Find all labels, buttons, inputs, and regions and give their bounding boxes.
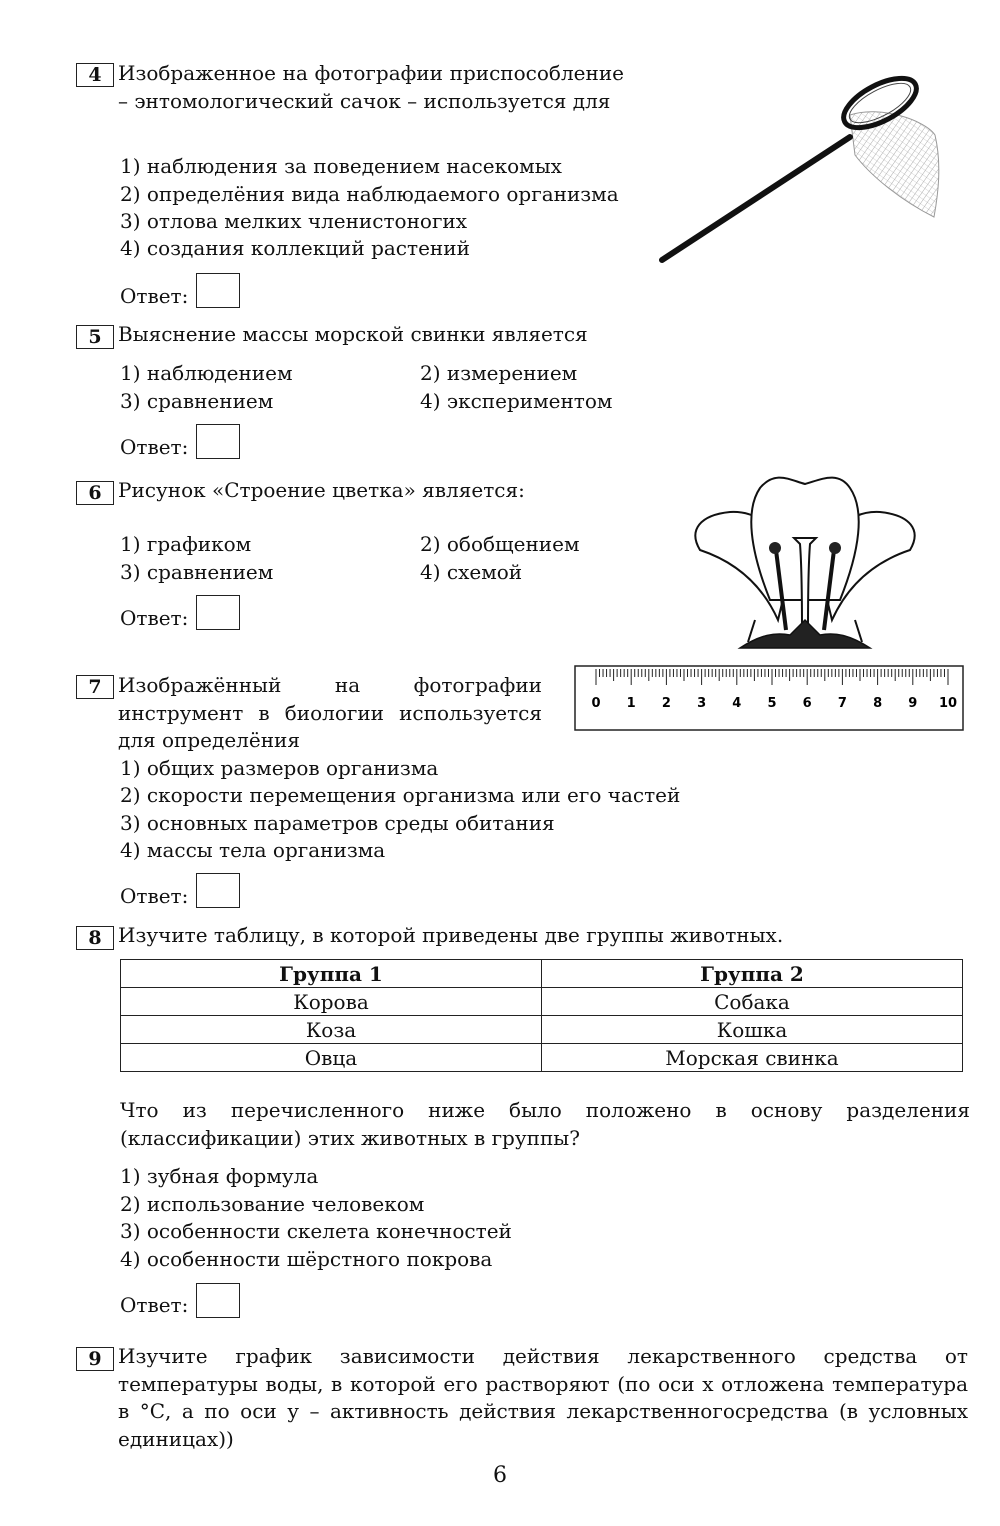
table-cell: Корова — [121, 988, 542, 1016]
question-9-text: Изучите график зависимости действия лекарственного средства от температуры воды, в которой его растворяют (по оси x отложена температура в °С, а по оси у – активность действия лекарственногосредства (в условных единицах)) — [118, 1344, 968, 1451]
ruler-label-5: 5 — [767, 696, 777, 711]
ruler-label-6: 6 — [802, 696, 812, 711]
ruler-label-7: 7 — [837, 696, 847, 711]
answer-box-7[interactable] — [196, 873, 240, 908]
answer-box-4[interactable] — [196, 273, 240, 308]
question-8-prompt: Что из перечисленного ниже было положено в основу разделения (классификации) этих животных в группы? — [120, 1098, 970, 1150]
table-cell: Коза — [121, 1016, 542, 1044]
table-header-group-2: Группа 2 — [542, 960, 963, 988]
answer-label-7: Ответ: — [120, 884, 189, 908]
ruler-label-4: 4 — [732, 696, 742, 711]
table-row — [121, 1044, 963, 1072]
question-6-option-2: 2) обобщением — [420, 532, 580, 556]
table-header-group-1: Группа 1 — [121, 960, 542, 988]
question-7-option-3: 3) основных параметров среды обитания — [120, 811, 555, 835]
answer-box-8[interactable] — [196, 1283, 240, 1318]
ruler-label-1: 1 — [626, 696, 636, 711]
ruler-label-9: 9 — [908, 696, 918, 711]
question-4-option-4: 4) создания коллекций растений — [120, 236, 470, 260]
question-number-9: 9 — [76, 1347, 114, 1371]
question-5-option-2: 2) измерением — [420, 361, 578, 385]
question-4-option-3: 3) отлова мелких членистоногих — [120, 209, 468, 233]
question-8-option-4: 4) особенности шёрстного покрова — [120, 1247, 493, 1271]
answer-label-4: Ответ: — [120, 284, 189, 308]
question-5-text: Выяснение массы морской свинки является — [118, 322, 588, 346]
question-6-option-3: 3) сравнением — [120, 560, 274, 584]
ruler-label-2: 2 — [661, 696, 671, 711]
question-5-option-1: 1) наблюдением — [120, 361, 293, 385]
table-cell: Морская свинка — [542, 1044, 963, 1072]
question-8-text: Изучите таблицу, в которой приведены две группы животных. — [118, 923, 784, 947]
question-5-option-4: 4) экспериментом — [420, 389, 613, 413]
question-4-option-2: 2) определёния вида наблюдаемого организма — [120, 182, 619, 206]
question-5-option-3: 3) сравнением — [120, 389, 274, 413]
question-7-option-4: 4) массы тела организма — [120, 838, 386, 862]
flower-structure-icon — [690, 470, 920, 662]
answer-label-6: Ответ: — [120, 606, 189, 630]
table-row — [121, 988, 963, 1016]
ruler-icon — [574, 665, 966, 733]
question-number-6: 6 — [76, 481, 114, 505]
page-number: 6 — [493, 1463, 507, 1488]
animal-groups-table — [120, 959, 963, 1072]
question-7-option-1: 1) общих размеров организма — [120, 756, 439, 780]
question-6-option-1: 1) графиком — [120, 532, 252, 556]
question-7-option-2: 2) скорости перемещения организма или его частей — [120, 783, 681, 807]
table-cell: Овца — [121, 1044, 542, 1072]
answer-label-8: Ответ: — [120, 1293, 189, 1317]
question-number-7: 7 — [76, 675, 114, 699]
question-8-option-2: 2) использование человеком — [120, 1192, 425, 1216]
ruler-label-3: 3 — [697, 696, 707, 711]
table-cell: Собака — [542, 988, 963, 1016]
question-4-text: Изображенное на фотографии приспособление – энтомологический сачок – используется для — [118, 61, 624, 113]
table-cell: Кошка — [542, 1016, 963, 1044]
ruler-label-0: 0 — [591, 696, 601, 711]
question-6-option-4: 4) схемой — [420, 560, 523, 584]
question-7-text: Изображённый на фотографии инструмент в биологии используется для определёния — [118, 673, 542, 752]
question-number-8: 8 — [76, 926, 114, 950]
question-8-option-3: 3) особенности скелета конечностей — [120, 1219, 512, 1243]
ruler-label-10: 10 — [938, 696, 958, 711]
question-number-5: 5 — [76, 325, 114, 349]
ruler-label-8: 8 — [873, 696, 883, 711]
question-number-4: 4 — [76, 63, 114, 87]
answer-box-5[interactable] — [196, 424, 240, 459]
table-header-row — [121, 960, 963, 988]
question-4-option-1: 1) наблюдения за поведением насекомых — [120, 154, 562, 178]
question-6-text: Рисунок «Строение цветка» является: — [118, 478, 525, 502]
table-row — [121, 1016, 963, 1044]
insect-net-icon — [650, 75, 950, 275]
answer-label-5: Ответ: — [120, 435, 189, 459]
answer-box-6[interactable] — [196, 595, 240, 630]
question-8-option-1: 1) зубная формула — [120, 1164, 319, 1188]
